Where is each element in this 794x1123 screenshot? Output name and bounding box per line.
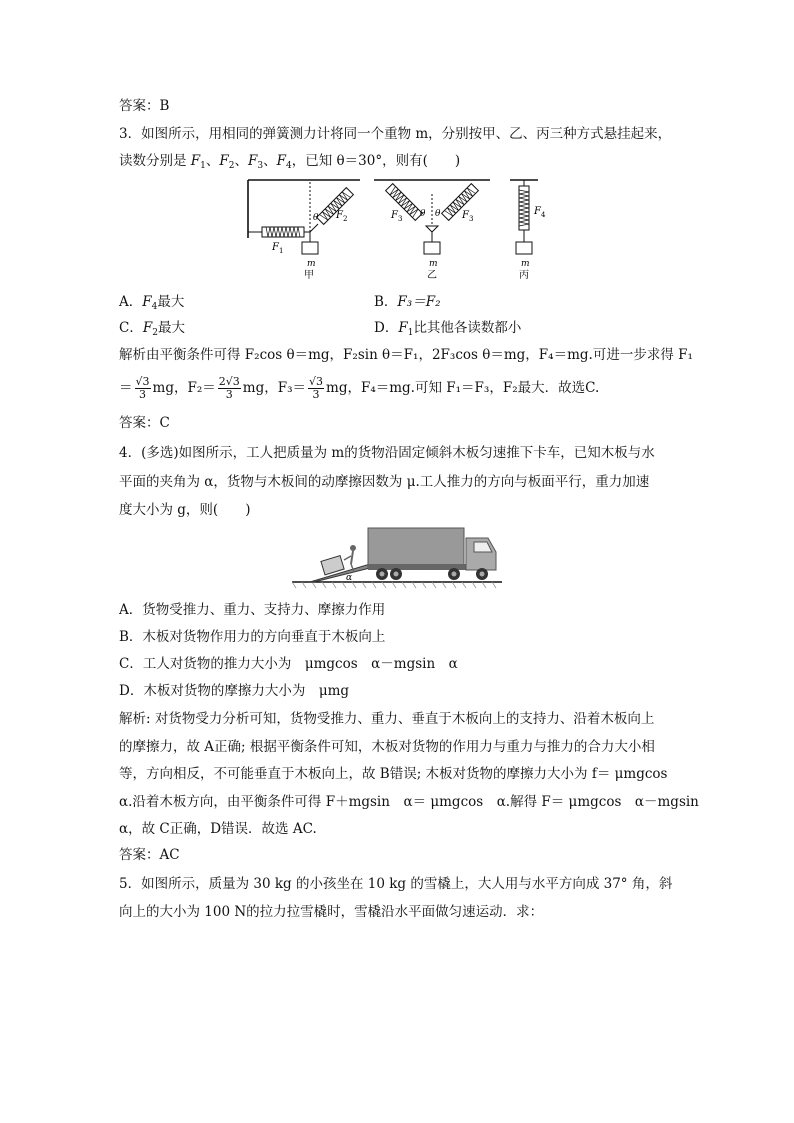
q4-stem-line1: 4．(多选)如图所示，工人把质量为 m的货物沿固定倾斜木板匀速推下卡车，已知木板与水 — [119, 445, 655, 461]
q4-analysis-line1: 解析: 对货物受力分析可知，货物受推力、重力、垂直于木板向上的支持力、沿着木板向上 — [119, 711, 655, 727]
previous-answer: 答案：B — [119, 98, 170, 114]
svg-text:甲: 甲 — [304, 270, 314, 281]
svg-text:α: α — [346, 573, 353, 583]
q4-stem-line2: 平面的夹角为 α，货物与木板间的动摩擦因数为 μ.工人推力的方向与板面平行，重力加速 — [119, 474, 650, 490]
svg-text:m: m — [521, 259, 530, 269]
svg-text:1: 1 — [279, 247, 284, 255]
svg-text:θ: θ — [435, 209, 441, 219]
svg-text:m: m — [307, 259, 316, 269]
q4-option-c: C．工人对货物的推力大小为 μmgcos α－mgsin α — [119, 656, 458, 672]
q4-option-d: D．木板对货物的摩擦力大小为 μmg — [119, 683, 350, 699]
q3-stem-line1: 3．如图所示，用相同的弹簧测力计将同一个重物 m，分别按甲、乙、丙三种方式悬挂起来， — [119, 126, 672, 142]
label-F2: F — [336, 210, 343, 221]
q4-analysis-line2: 的摩擦力，故 A正确; 根据平衡条件可知，木板对货物的作用力与重力与推力的合力大小相 — [119, 739, 655, 755]
q4-analysis-line5: α，故 C正确，D错误．故选 AC. — [119, 821, 317, 837]
q4-analysis-line3: 等，方向相反，不可能垂直于木板向上，故 B错误; 木板对货物的摩擦力大小为 f＝ μmgcos — [119, 766, 668, 782]
q4-answer: 答案：AC — [119, 847, 180, 863]
q4-option-b: B．木板对货物作用力的方向垂直于木板向上 — [119, 629, 386, 645]
svg-text:丙: 丙 — [519, 270, 529, 281]
svg-text:m: m — [429, 259, 438, 269]
q4-figure — [292, 524, 502, 590]
svg-text:乙: 乙 — [427, 270, 437, 281]
fig-yi — [374, 180, 490, 281]
fig-jia — [248, 180, 360, 281]
q4-stem-line3: 度大小为 g，则( ) — [119, 502, 251, 518]
svg-text:2: 2 — [343, 215, 348, 223]
svg-text:3: 3 — [398, 215, 403, 223]
label-F1: F — [272, 242, 279, 253]
svg-text:3: 3 — [469, 215, 474, 223]
q3-figure — [240, 176, 560, 288]
q5-stem-line2: 向上的大小为 100 N的拉力拉雪橇时，雪橇沿水平面做匀速运动．求： — [119, 904, 544, 920]
q3-option-d: D．$F_1$比其他各读数都小 — [374, 320, 522, 338]
q5-stem-line1: 5．如图所示，质量为 30 kg 的小孩坐在 10 kg 的雪橇上，大人用与水平方向成 37° 角，斜 — [119, 876, 673, 892]
q3-answer: 答案：C — [119, 415, 170, 431]
label-F4: F — [534, 206, 541, 217]
label-F3-right: F — [462, 210, 469, 221]
svg-text:θ: θ — [313, 213, 319, 223]
q3-stem-line2: 读数分别是 $F_1$、$F_2$、$F_3$、$F_4$，已知 θ＝30°，则有( ) — [119, 153, 461, 171]
svg-text:4: 4 — [541, 211, 546, 219]
label-F3-left: F — [391, 210, 398, 221]
q3-option-c: C．$F_2$最大 — [119, 320, 185, 338]
q3-analysis-line1: 解析由平衡条件可得 F₂cos θ＝mg，F₂sin θ＝F₁，2F₃cos θ＝mg，F₄＝mg.可进一步求得 F₁ — [119, 347, 693, 363]
q3-option-b: B．F₃＝F₂ — [374, 294, 441, 310]
q4-analysis-line4: α.沿着木板方向，由平衡条件可得 F＋mgsin α＝ μmgcos α.解得 F＝ μmgcos α－mgsin — [119, 794, 699, 810]
svg-text:θ: θ — [420, 209, 426, 219]
q3-option-a: A．$F_4$最大 — [119, 294, 185, 312]
q3-analysis-line2: ＝ $\frac{√3}{3}$ mg，F₂＝ $\frac{2√3}{3}$ mg，F₃＝ $\frac{√3}{3}$ mg，F₄＝mg.可知 F₁＝F₃，F₂最大．故选C. — [119, 375, 600, 401]
fig-bing — [510, 180, 546, 281]
q4-option-a: A．货物受推力、重力、支持力、摩擦力作用 — [119, 602, 386, 618]
